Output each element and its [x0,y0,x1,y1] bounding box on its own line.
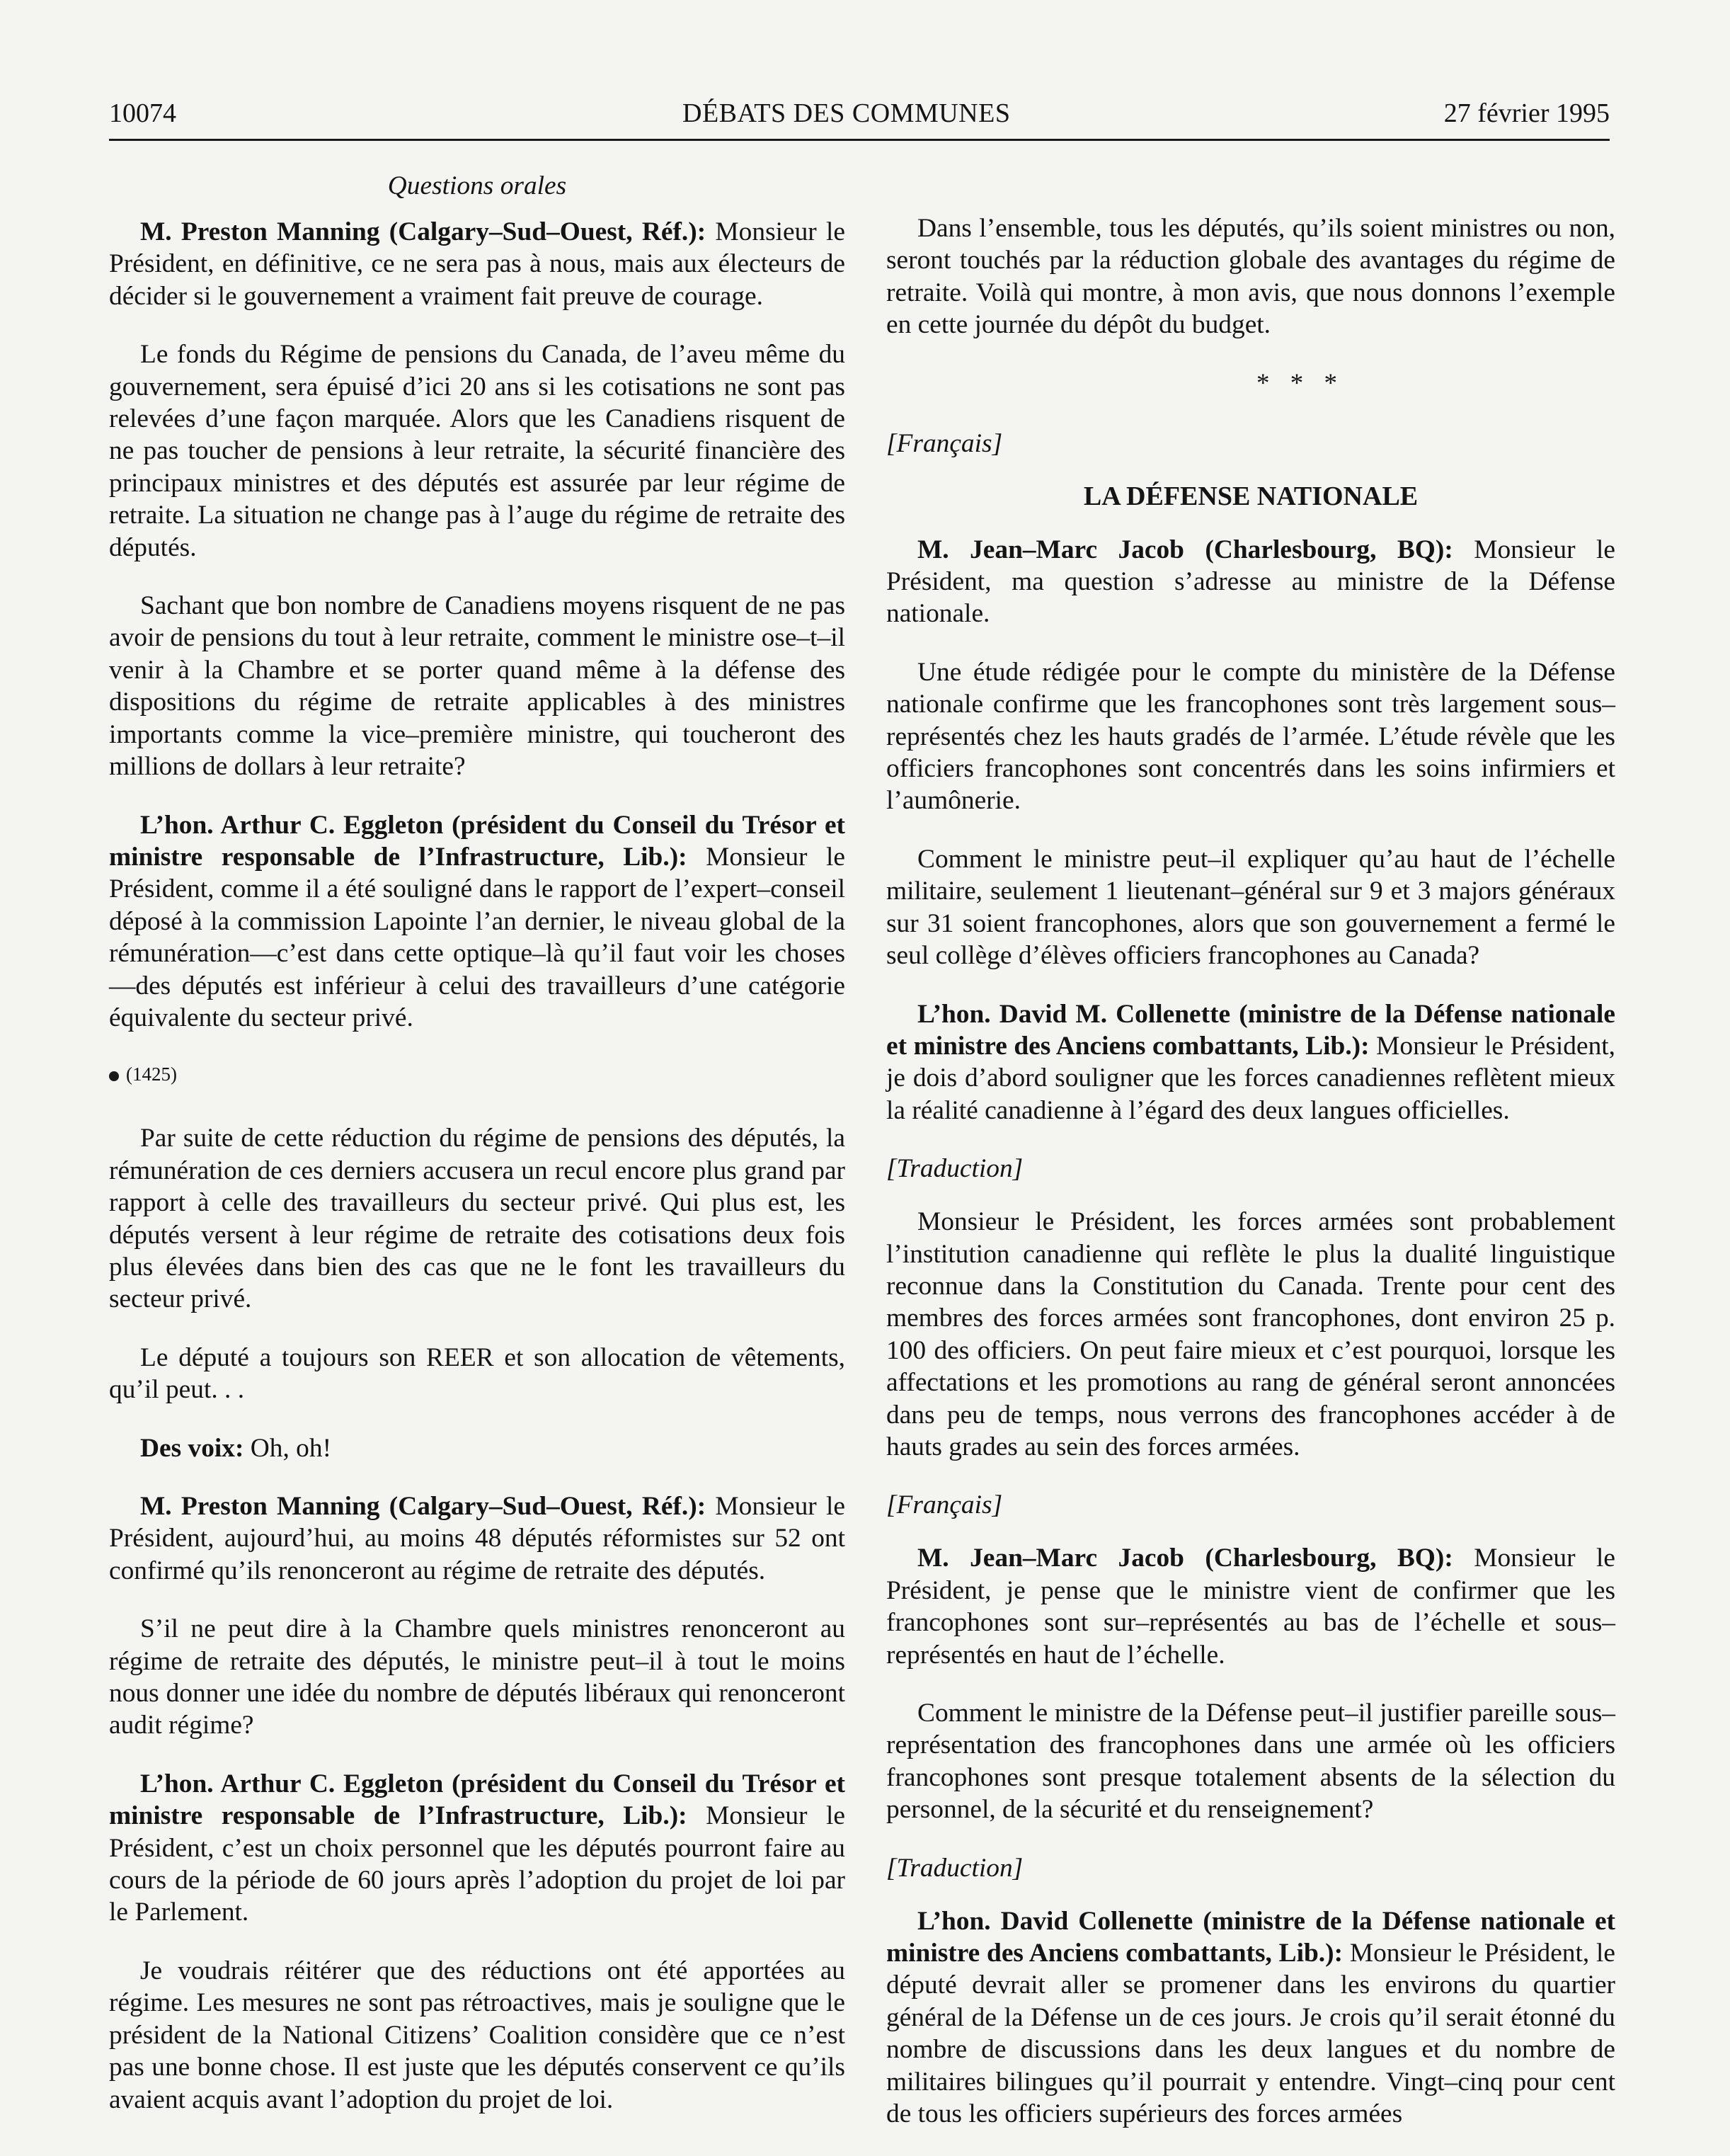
running-header [109,98,1610,137]
paragraph [109,216,845,312]
paragraph-text: Monsieur le Président, ma question s’adresse au ministre de la Défense nationale. [886,535,1615,629]
paragraph: Sachant que bon nombre de Canadiens moyens risquent de ne pas avoir de pensions du tout à leur retraite, comment le ministre ose–t–il venir à la Chambre et se porter quand même à la défense des dispositions du régime de retraite applicables à des ministres importants comme la vice–première ministre, qui toucheront des millions de dollars à leur retraite? [109,591,845,782]
speaker-name: M. Preston Manning (Calgary–Sud–Ouest, Réf.): [140,217,706,246]
speaker-name: L’hon. Arthur C. Eggleton (président du Conseil du Trésor et ministre responsable de l’Infrastructure, Lib.): [109,810,845,872]
paragraph [886,534,1615,630]
publication-title: DÉBATS DES COMMUNES [682,98,1011,128]
paragraph: Une étude rédigée pour le compte du ministère de la Défense nationale confirme que les francophones sont très largement sous–représentés chez les hauts gradés de l’armée. L’étude révèle que les officiers francophones sont concentrés dans les soins infirmiers et l’aumônerie. [886,657,1615,816]
paragraph: Monsieur le Président, les forces armées sont probablement l’institution canadienne qui reflète le plus la dualité linguistique reconnue dans la Constitution du Canada. Trente pour cent des membres des forces armées sont francophones, dont environ 25 p. 100 des officiers. On peut faire mieux et c’est pourquoi, lorsque les affectations et les promotions au rang de général seront annoncées dans peu de temps, nous verrons des francophones accéder à de hauts grades au sein des forces armées. [886,1207,1615,1461]
paragraph: Le fonds du Régime de pensions du Canada, de l’aveu même du gouvernement, sera épuisé d’ici 20 ans si les cotisations ne sont pas relevées d’une façon marquée. Alors que les Canadiens risquent de ne pas toucher de pensions à leur retraite, la sécurité financière des principaux ministres et des députés est assurée par leur régime de retraite. La situation ne change pas à l’auge du régime de retraite des députés. [109,340,845,562]
publication-date: 27 février 1995 [1443,98,1610,128]
paragraph: Comment le ministre peut–il expliquer qu’au haut de l’échelle militaire, seulement 1 lieutenant–général sur 9 et 3 majors généraux sur 31 soient francophones, alors que son gouvernement a fermé le seul collège d’élèves officiers francophones au Canada? [886,844,1615,971]
paragraph [886,1905,1615,2131]
speaker-name: M. Jean–Marc Jacob (Charlesbourg, BQ): [917,535,1453,564]
bullet-icon [109,1071,119,1081]
speaker-name: Des voix: [140,1433,244,1463]
section-heading: LA DÉFENSE NATIONALE [1083,481,1419,511]
paragraph: Par suite de cette réduction du régime de pensions des députés, la rémunération de ces derniers accusera un recul encore plus grand par rapport à celle des travailleurs du secteur privé. Qui plus est, les députés versent à leur régime de retraite des cotisations deux fois plus élevées dans bien des cas que ne le font les travailleurs du secteur privé. [109,1124,845,1314]
header-rule [109,139,1610,141]
speaker-name: L’hon. Arthur C. Eggleton (président du Conseil du Trésor et ministre responsable de l’Infrastructure, Lib.): [109,1769,845,1831]
timestamp-text: (1425) [126,1063,177,1085]
paragraph-text: Monsieur le Président, en définitive, ce ne sera pas à nous, mais aux électeurs de décider si le gouvernement a vraiment fait preuve de courage. [109,217,846,311]
right-column [886,212,1615,2156]
paragraph-text: Monsieur le Président, comme il a été souligné dans le rapport de l’expert–conseil déposé à la commission Lapointe l’an dernier, le niveau global de la rémunération—c’est dans cette optique–là qu’il faut voir les choses—des députés est inférieur à celui des travailleurs d’une catégorie équivalente du secteur privé. [109,842,846,1032]
language-marker: [Traduction] [886,1853,1024,1883]
paragraph: Dans l’ensemble, tous les députés, qu’ils soient ministres ou non, seront touchés par la réduction globale des avantages du régime de retraite. Voilà qui montre, à mon avis, que nous donnons l’exemple en cette journée du dépôt du budget. [886,214,1615,340]
paragraph-text: Monsieur le Président, aujourd’hui, au moins 48 députés réformistes sur 52 ont confirmé qu’ils renonceront au régime de retraite des députés. [109,1492,846,1585]
paragraph-text: Monsieur le Président, je pense que le ministre vient de confirmer que les francophones sont sur–représentés au bas de l’échelle et sous–représentés en haut de l’échelle. [886,1544,1615,1670]
paragraph [109,1490,845,1587]
paragraph [109,1432,845,1464]
section-separator: * * * [1256,368,1344,398]
paragraph [109,1768,845,1929]
paragraph [886,1542,1615,1671]
paragraph-text: Oh, oh! [244,1433,332,1463]
speaker-name: M. Preston Manning (Calgary–Sud–Ouest, Réf.): [140,1492,706,1521]
language-marker: [Français] [886,428,1003,458]
language-marker: [Traduction] [886,1154,1024,1184]
speaker-name: L’hon. David M. Collenette (ministre de la Défense nationale et ministre des Anciens combattants, Lib.): [886,999,1615,1061]
paragraph [109,809,845,1034]
paragraph-text: Monsieur le Président, c’est un choix personnel que les députés pourront faire au cours de la période de 60 jours après l’adoption du projet de loi par le Parlement. [109,1801,846,1927]
paragraph: Le député a toujours son REER et son allocation de vêtements, qu’il peut. . . [109,1342,845,1405]
page-number: 10074 [109,98,176,128]
speaker-name: L’hon. David Collenette (ministre de la Défense nationale et ministre des Anciens combattants, Lib.): [886,1906,1615,1968]
paragraph [886,998,1615,1127]
paragraph-text: Monsieur le Président, le député devrait aller se promener dans les environs du quartier général de la Défense un de ces jours. Je crois qu’il serait étonné du nombre de discussions dans les deux langues et du nombre de militaires bilingues qu’il pourrait y entendre. Vingt–cinq pour cent de tous les officiers supérieurs des forces armées [886,1939,1615,2129]
paragraph: S’il ne peut dire à la Chambre quels ministres renonceront au régime de retraite des députés, le ministre peut–il à tout le moins nous donner une idée du nombre de députés libéraux qui renonceront audit régime? [109,1614,845,1740]
left-column [109,170,845,2142]
paragraph-text: Monsieur le Président, je dois d’abord souligner que les forces canadiennes reflètent mieux la réalité canadienne à l’égard des deux langues officielles. [886,1031,1615,1125]
paragraph: Comment le ministre de la Défense peut–il justifier pareille sous–représentation des francophones dans une armée où les officiers francophones sont presque totalement absents de la sélection du personnel, de la sécurité et du renseignement? [886,1699,1615,1825]
language-marker: [Français] [886,1490,1003,1520]
speaker-name: M. Jean–Marc Jacob (Charlesbourg, BQ): [917,1544,1453,1573]
paragraph: Je voudrais réitérer que des réductions ont été apportées au régime. Les mesures ne sont pas rétroactives, mais je souligne que le président de la National Citizens’ Coalition considère que ce n’est pas une bonne chose. Il est juste que les députés conservent ce qu’ils avaient acquis avant l’adoption du projet de loi. [109,1956,845,2114]
section-title: Questions orales [387,171,567,200]
timestamp [109,1060,845,1088]
